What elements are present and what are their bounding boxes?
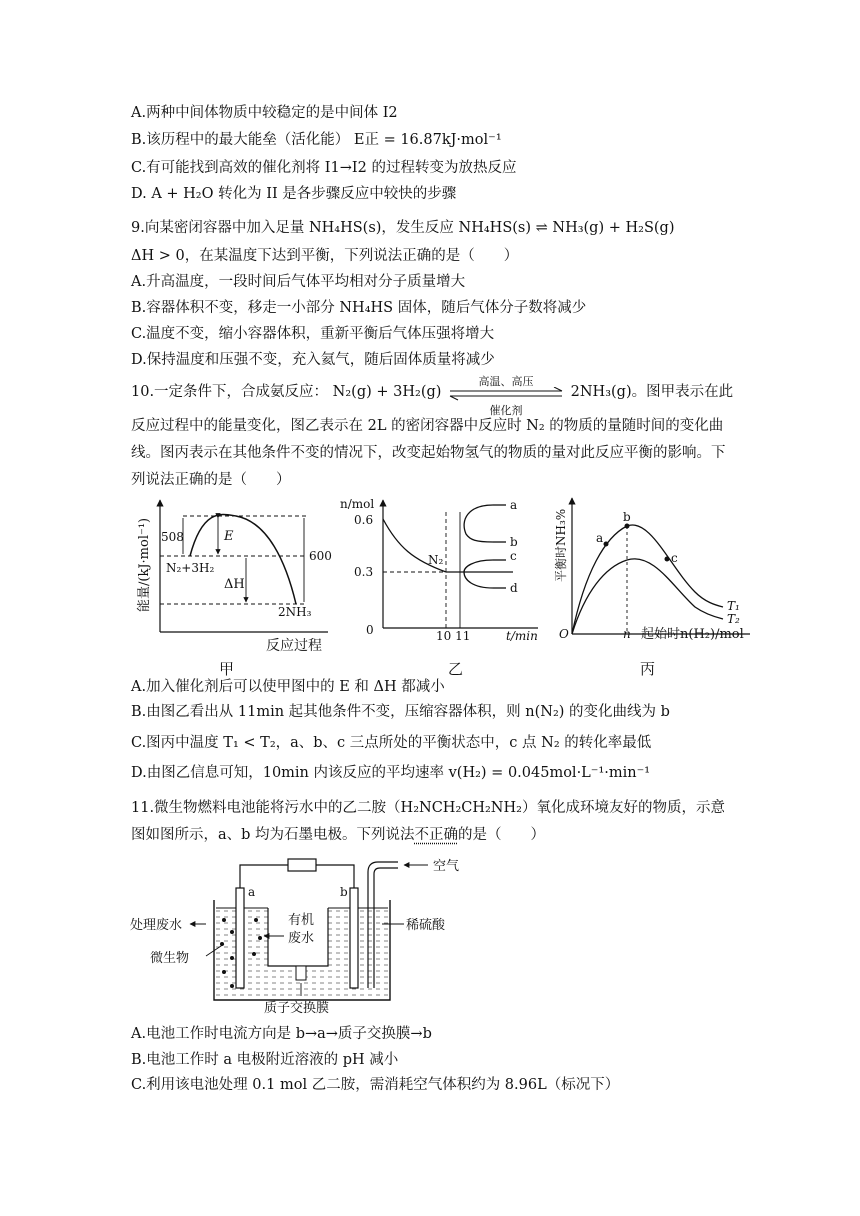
q10-option-b: B.由图乙看出从 11min 起其他条件不变，压缩容器体积，则 n(N₂) 的变化曲线为 b [131,704,670,720]
condition-top: 高温、高压 [478,375,534,388]
bing-curve-t1 [572,525,723,634]
reaction-arrow [446,375,566,417]
jia-label-reactants: N₂+3H₂ [166,561,215,575]
q10-stem-line1 [131,375,734,417]
q9-option-c: C.温度不变，缩小容器体积，重新平衡后气体压强将增大 [131,326,495,342]
yi-y-label: n/mol [340,497,375,511]
bing-x-label: 起始时n(H₂)/mol [641,627,744,642]
q8-option-a: A.两种中间体物质中较稳定的是中间体 I2 [131,105,398,121]
fuel-cell-label-organic2: 废水 [288,931,315,946]
fuel-cell-label-air: 空气 [433,859,460,874]
jia-label-dh: ΔH [224,577,245,592]
yi-curve-label-a: a [510,498,518,512]
figure-yi [338,492,548,682]
condition-bottom: 催化剂 [489,404,523,417]
q8-option-d: D. A + H₂O 转化为 II 是各步骤反应中较快的步骤 [131,186,457,202]
q10-stem-pre: 10.一定条件下，合成氨反应： N₂(g) + 3H₂(g) [131,384,442,400]
q11-stem [131,795,731,849]
q11-option-b: B.电池工作时 a 电极附近溶液的 pH 减小 [131,1052,399,1068]
yi-curve-cd [464,560,493,588]
q10-option-d: D.由图乙信息可知，10min 内该反应的平均速率 v(H₂) = 0.045mol·L⁻¹·min⁻¹ [131,765,651,781]
q11-option-a: A.电池工作时电流方向是 b→a→质子交换膜→b [131,1026,432,1042]
q9-option-d: D.保持温度和压强不变，充入氦气，随后固体质量将减少 [131,352,495,368]
q8-option-c: C.有可能找到高效的催化剂将 I1→I2 的过程转变为放热反应 [131,160,517,176]
yi-tick-10-11: 10 11 [436,629,471,643]
q9-stem-line1: 9.向某密闭容器中加入足量 NH₄HS(s)，发生反应 NH₄HS(s) ⇌ NH₃(g) + H₂S(g) [131,220,675,236]
fuel-cell-label-organic1: 有机 [288,913,315,928]
q9-stem-line2: ΔH > 0，在某温度下达到平衡，下列说法正确的是（ ） [131,248,519,264]
fuel-cell-diagram [128,848,468,1018]
q10-stem-rest: 反应过程中的能量变化，图乙表示在 2L 的密闭容器中反应时 N₂ 的物质的量随时间的变化曲线。图丙表示在其他条件不变的情况下，改变起始物氢气的物质的量对此反应平衡的影响。下列说法正确的是（ ） [131,418,726,488]
q10-stem-post: 2NH₃(g)。图甲表示在此 [570,384,734,400]
yi-tick-0: 0 [366,623,374,637]
fuel-cell-label-microbe: 微生物 [150,951,190,966]
q10-option-a: A.加入催化剂后可以使甲图中的 E 和 ΔH 都减小 [131,679,445,695]
fuel-cell-label-membrane: 质子交换膜 [264,1001,330,1016]
jia-label-508: 508 [161,530,184,544]
jia-label-600: 600 [309,549,332,563]
bing-point-b [625,524,630,529]
q9-option-a: A.升高温度，一段时间后气体平均相对分子质量增大 [131,274,466,290]
yi-x-label: t/min [506,629,538,643]
fuel-cell-label-b: b [340,885,348,899]
jia-label-products: 2NH₃ [278,605,312,619]
jia-x-label: 反应过程 [266,638,322,654]
q11-option-c: C.利用该电池处理 0.1 mol 乙二胺，需消耗空气体积约为 8.96L（标况下） [131,1077,620,1093]
bing-label-c: c [671,551,678,565]
equilibrium-arrows-icon [446,387,566,401]
bing-tick-n: n [623,627,631,641]
q11-stem-main: 11.微生物燃料电池能将污水中的乙二胺（H₂NCH₂CH₂NH₂）氧化成环境友好的物质，示意图如图所示，a、b 均为石墨电极。下列说法 [131,800,725,843]
jia-y-label: 能量/(kJ·mol⁻¹) [137,517,152,612]
q10-option-c: C.图丙中温度 T₁ < T₂，a、b、c 三点所处的平衡状态中，c 点 N₂ 的转化率最低 [131,735,652,751]
yi-curve-ab [464,505,493,542]
yi-curve-label-c: c [510,549,517,563]
q8-option-b: B.该历程中的最大能垒（活化能） E正 = 16.87kJ·mol⁻¹ [131,132,502,148]
caption-yi: 乙 [448,660,464,678]
figure-jia [128,492,338,682]
q11-stem-end: 的是（ ） [458,827,546,843]
resistor-icon [288,859,316,871]
bing-point-a [604,542,609,547]
figure-bing [545,492,760,682]
q9-option-b: B.容器体积不变，移走一小部分 NH₄HS 固体，随后气体分子数将减少 [131,300,587,316]
fuel-cell-label-acid: 稀硫酸 [406,918,446,933]
bing-label-b: b [623,510,631,524]
electrode-b [350,888,358,988]
yi-curve-label-b: b [510,535,518,549]
caption-bing: 丙 [640,660,656,678]
caption-jia: 甲 [219,660,235,678]
bing-label-a: a [596,531,604,545]
jia-label-e: E [224,529,234,544]
yi-tick-03: 0.3 [354,565,374,579]
bing-label-t2: T₂ [727,612,740,626]
fuel-cell-label-a: a [248,885,256,899]
yi-tick-06: 0.6 [354,513,374,527]
electrode-a [236,888,244,988]
yi-label-n2: N₂ [428,553,444,567]
bing-origin: O [559,627,569,641]
fuel-cell-label-waste-out: 处理废水 [130,918,183,933]
q11-stem-emphasis: 不正确 [414,827,459,843]
yi-curve-label-d: d [510,581,518,595]
bing-point-c [665,557,670,562]
bing-y-label: 平衡时NH₃% [554,508,568,582]
bing-label-t1: T₁ [727,599,740,613]
